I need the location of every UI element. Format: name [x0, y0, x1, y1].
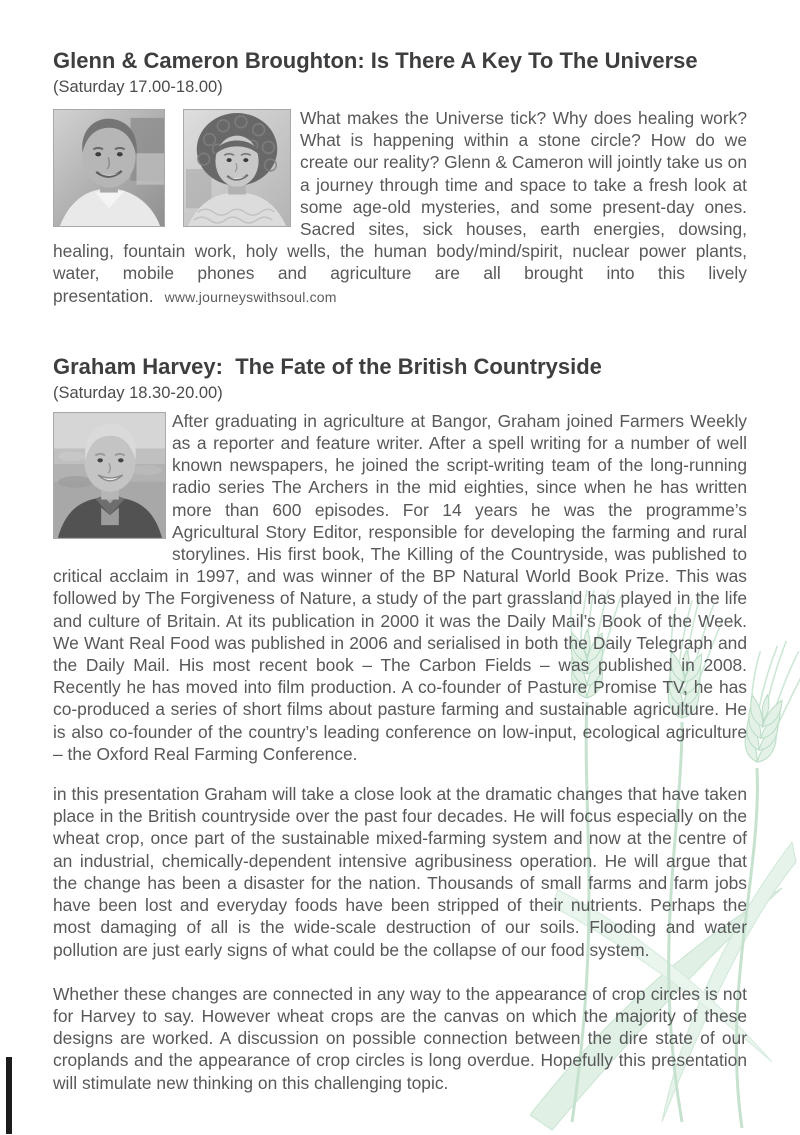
session-harvey [53, 354, 747, 1094]
harvey-paragraph-1: After graduating in agriculture at Bangor, Graham joined Farmers Weekly as a reporter and feature writer. After a spell writing for a number of well known newspapers, he joined the script-writing team of the long-running radio series The Archers in the mid eighties, since when he has written more than 600 episodes. For 14 years he was the programme’s Agricultural Story Editor, responsible for developing the farming and rural storylines. His first book, The Killing of the Countryside, was published to critical acclaim in 1997, and was winner of the BP Natural World Book Prize. This was followed by The Forgiveness of Nature, a study of the part grassland has played in the life and culture of Britain. At its publication in 2000 it was the Daily Mail’s Book of the Week. We Want Real Food was published in 2006 and serialised in both the Daily Telegraph and the Daily Mail. His most recent book – The Carbon Fields – was published in 2008. Recently he has moved into film production. A co-founder of Pasture Promise TV, he has co-produced a series of short films about pasture farming and sustainable agriculture. He is also co-founder of the country’s leading conference on low-input, ecological agriculture – the Oxford Real Farming Conference. [53, 410, 747, 764]
graham-photo [53, 412, 166, 539]
harvey-paragraph-2: in this presentation Graham will take a close look at the dramatic changes that have taken place in the British countryside over the past four decades. He will focus especially on the wheat crop, once part of the sustainable mixed-farming system and now at the centre of an industrial, chemically-dependent intensive agribusiness operation. He will argue that the change has been a disaster for the nation. Thousands of small farms and farm jobs have been lost and everyday foods have been stripped of their nutrients. Perhaps the most damaging of all is the wide-scale destruction of our soils. Flooding and water pollution are just early signs of what could be the collapse of our food system. [53, 784, 747, 960]
session-time-harvey: (Saturday 18.30-20.00) [53, 383, 223, 402]
session-broughton [53, 48, 747, 308]
page-content [53, 0, 747, 1094]
speaker-photos [53, 109, 291, 227]
session-title-broughton: Glenn & Cameron Broughton: Is There A Key To The Universe [53, 48, 698, 73]
harvey-paragraph-3: Whether these changes are connected in any way to the appearance of crop circles is not for Harvey to say. However wheat crops are the canvas on which the majority of these designs are worked. A discussion on possible connection between the dire state of our croplands and the appearance of crop circles is long overdue. Hopefully this presentation will stimulate new thinking on this challenging topic. [53, 983, 747, 1093]
speaker-photo [53, 412, 166, 539]
page-edge-mark [6, 1057, 12, 1134]
session-broughton-text: What makes the Universe tick? Why does healing work? What is happening within a stone circle? How do we create our reality? Glenn & Cameron will jointly take us on a journey through time and space to take a fresh look at some age-old mysteries, and some present-day ones. Sacred sites, sick houses, earth energies, dowsing, healing, fountain work, holy wells, the human body/mind/spirit, nuclear power plants, water, mobile phones and agriculture are all brought into this lively presentation. [53, 108, 747, 306]
session-broughton-body [53, 107, 747, 308]
session-harvey-bio [53, 410, 747, 765]
session-time-broughton: (Saturday 17.00-18.00) [53, 78, 223, 96]
glenn-photo [53, 109, 165, 227]
session-title-harvey: Graham Harvey: The Fate of the British Countryside [53, 353, 602, 379]
cameron-photo [183, 109, 291, 227]
website-link[interactable]: www.journeyswithsoul.com [164, 288, 337, 305]
